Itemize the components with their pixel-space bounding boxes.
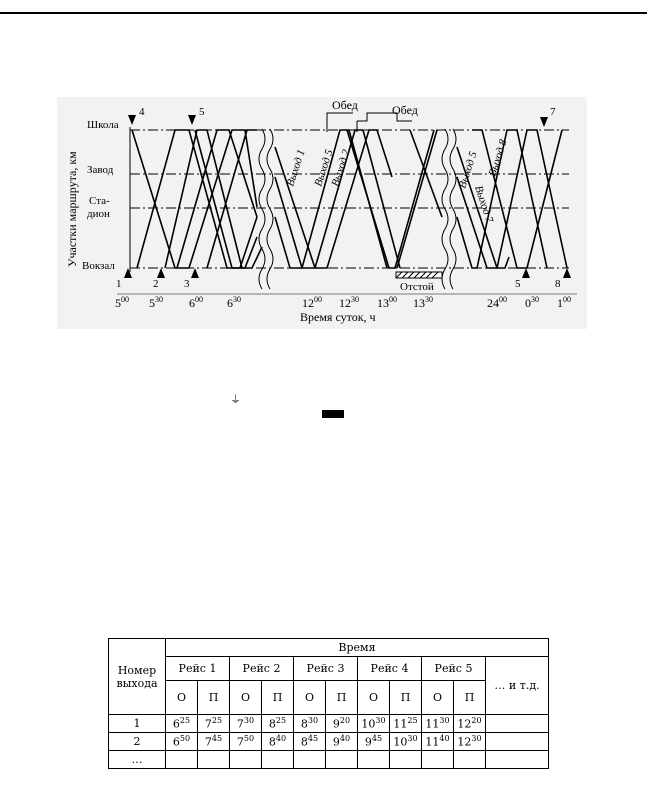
- time-cell: $11^{25}$: [390, 715, 422, 733]
- empty-cell: [198, 751, 230, 769]
- marker-1: 1: [116, 278, 122, 290]
- time-cell: $8^{45}$: [294, 733, 326, 751]
- op-header-p-5: П: [454, 681, 486, 715]
- time-cell: $11^{40}$: [422, 733, 454, 751]
- marker-5-arrow: [188, 115, 196, 125]
- op-header-o-4: О: [358, 681, 390, 715]
- op-header-p-3: П: [326, 681, 358, 715]
- empty-cell: [454, 751, 486, 769]
- empty-cell: [422, 751, 454, 769]
- empty-cell: [262, 751, 294, 769]
- stop-school: Школа: [87, 119, 119, 131]
- marker-7-arrow: [540, 117, 548, 127]
- time-cell: $10^{30}$: [358, 715, 390, 733]
- stop-stadium-1: Ста-: [89, 195, 110, 207]
- exit-5-label: Выход 5: [312, 148, 336, 188]
- marker-8-arrow: [563, 268, 571, 278]
- stop-station: Вокзал: [82, 260, 115, 272]
- runs-section-3: [457, 130, 567, 268]
- exit-number: 1: [109, 715, 166, 733]
- time-tick-5: $12^{30}$: [339, 295, 359, 310]
- etc-cell: [486, 715, 549, 733]
- exit-7-label: Выход 7: [472, 184, 496, 225]
- time-cell: $9^{20}$: [326, 715, 358, 733]
- timetable-body: [109, 715, 549, 769]
- time-tick-8: $24^{00}$: [487, 295, 507, 310]
- time-tick-4: $12^{00}$: [302, 295, 322, 310]
- time-cell: $7^{45}$: [198, 733, 230, 751]
- break-3: [442, 129, 448, 289]
- marker-5b-arrow: [522, 268, 530, 278]
- header-run-1: Рейс 1: [166, 657, 230, 681]
- break-2: [267, 129, 273, 289]
- time-cell: $9^{45}$: [358, 733, 390, 751]
- lunch-label-1: Обед: [332, 98, 358, 112]
- header-etc: … и т.д.: [486, 657, 549, 715]
- op-header-row: [109, 681, 549, 715]
- empty-cell: [294, 751, 326, 769]
- empty-cell: [166, 751, 198, 769]
- time-tick-2: $6^{00}$: [189, 295, 203, 310]
- marker-2-arrow: [157, 268, 165, 278]
- marker-4: 4: [139, 106, 145, 118]
- time-tick-9: $0^{30}$: [525, 295, 539, 310]
- route-schedule-figure: [57, 97, 587, 329]
- table-row: [109, 733, 549, 751]
- time-tick-7: $13^{30}$: [413, 295, 433, 310]
- empty-cell: [326, 751, 358, 769]
- schedule-diagram: [57, 97, 587, 329]
- time-cell: $9^{40}$: [326, 733, 358, 751]
- op-header-o-2: О: [230, 681, 262, 715]
- time-tick-6: $13^{00}$: [377, 295, 397, 310]
- op-header-o-5: О: [422, 681, 454, 715]
- exit-5b-label: Выход 5: [456, 150, 480, 190]
- op-header-o-1: О: [166, 681, 198, 715]
- empty-cell: [486, 751, 549, 769]
- lunch-bracket-1: [327, 113, 353, 132]
- exit-number: …: [109, 751, 166, 769]
- marker-4-arrow: [128, 115, 136, 125]
- marker-5: 5: [199, 106, 205, 118]
- table-row-ellipsis: [109, 751, 549, 769]
- exit-number: 2: [109, 733, 166, 751]
- marker-1-arrow: [124, 268, 132, 278]
- x-axis-label: Время суток, ч: [300, 310, 376, 324]
- time-tick-10: $1^{00}$: [557, 295, 571, 310]
- layover-label: Отстой: [400, 281, 434, 293]
- time-tick-labels: [115, 295, 571, 310]
- empty-cell: [230, 751, 262, 769]
- break-4: [450, 129, 456, 289]
- marker-3-arrow: [191, 268, 199, 278]
- header-run-2: Рейс 2: [230, 657, 294, 681]
- time-cell: $6^{50}$: [166, 733, 198, 751]
- marker-2: 2: [153, 278, 159, 290]
- y-axis-label: Участки маршрута, км: [65, 151, 79, 267]
- exit-1-label: Выход 1: [284, 148, 308, 188]
- time-cell: $8^{30}$: [294, 715, 326, 733]
- header-run-5: Рейс 5: [422, 657, 486, 681]
- runs-section-1: [132, 130, 262, 268]
- time-cell: $10^{30}$: [390, 733, 422, 751]
- lunch-label-2: Обед: [392, 103, 418, 117]
- time-cell: $12^{30}$: [454, 733, 486, 751]
- stop-stadium-2: дион: [87, 208, 110, 220]
- empty-cell: [358, 751, 390, 769]
- header-time: Время: [166, 639, 549, 657]
- time-cell: $7^{30}$: [230, 715, 262, 733]
- timetable: [108, 638, 549, 769]
- marker-5b: 5: [515, 278, 521, 290]
- etc-cell: [486, 733, 549, 751]
- break-1: [259, 129, 265, 289]
- marker-7: 7: [550, 106, 556, 118]
- table-row: [109, 715, 549, 733]
- time-tick-1: $5^{30}$: [149, 295, 163, 310]
- exit-2-label: Выход 2: [329, 148, 353, 188]
- marker-3: 3: [184, 278, 190, 290]
- op-header-p-2: П: [262, 681, 294, 715]
- time-tick-3: $6^{30}$: [227, 295, 241, 310]
- time-cell: $11^{30}$: [422, 715, 454, 733]
- time-cell: $6^{25}$: [166, 715, 198, 733]
- empty-cell: [390, 751, 422, 769]
- time-cell: $8^{25}$: [262, 715, 294, 733]
- op-header-o-3: О: [294, 681, 326, 715]
- time-cell: $12^{20}$: [454, 715, 486, 733]
- header-exit: Номер выхода: [109, 639, 166, 715]
- stop-plant: Завод: [87, 164, 114, 176]
- op-header-p-4: П: [390, 681, 422, 715]
- time-cell: $8^{40}$: [262, 733, 294, 751]
- time-cell: $7^{25}$: [198, 715, 230, 733]
- ground-icon: ⏚: [230, 393, 241, 406]
- header-run-3: Рейс 3: [294, 657, 358, 681]
- header-rule: [0, 12, 647, 14]
- exit-8-label: Выход 8: [486, 138, 510, 178]
- black-mark: [322, 410, 344, 418]
- marker-8: 8: [555, 278, 561, 290]
- header-run-4: Рейс 4: [358, 657, 422, 681]
- time-cell: $7^{50}$: [230, 733, 262, 751]
- op-header-p-1: П: [198, 681, 230, 715]
- time-tick-0: $5^{00}$: [115, 295, 129, 310]
